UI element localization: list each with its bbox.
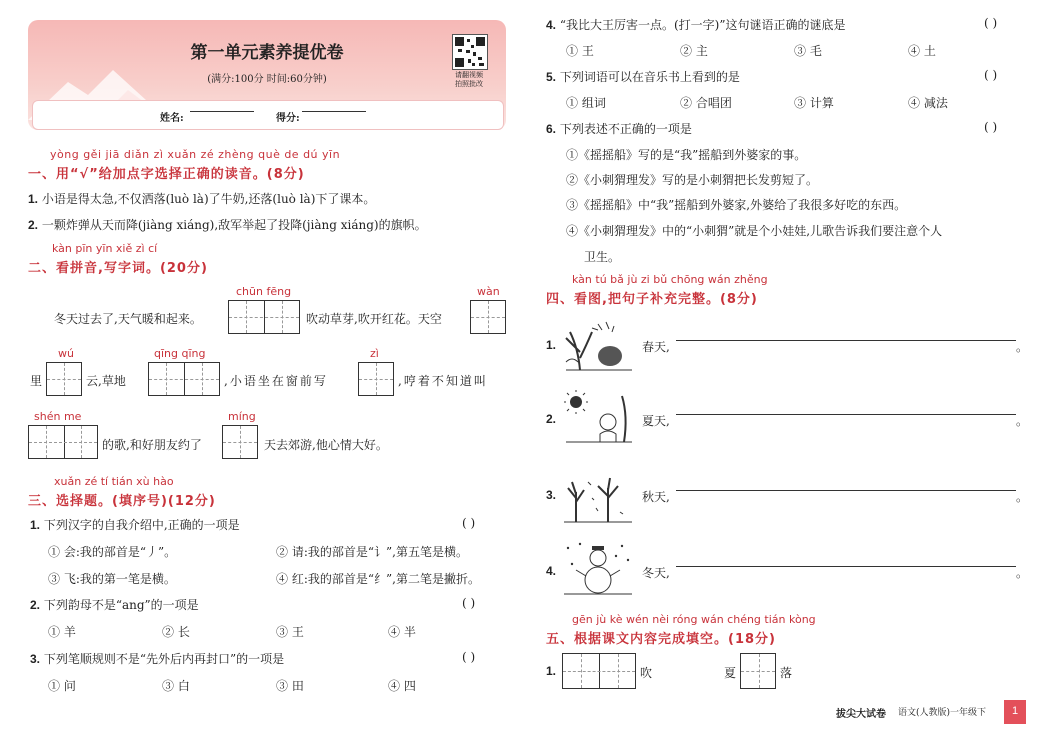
s3-question-4: 4. “我比大王厉害一点。(打一字)”这句谜语正确的谜底是 [546,18,846,32]
pinyin-shenme: shén me [34,410,82,423]
section-5-pinyin: gēn jù kè wén nèi róng wán chéng tián kòng [572,613,816,626]
s1-question-1: 1. 小语是得太急,不仅洒落(luò là)了牛奶,还落(luò là)下了课本。 [28,192,376,206]
name-field[interactable] [190,111,254,112]
s4-item-1-num: 1. [546,338,557,352]
s3q3-option-1: ① 问 [48,679,76,693]
s3q1-option-3: ③ 飞:我的第一笔是横。 [48,572,176,586]
answer-box-wan[interactable] [470,300,506,334]
section-4-pinyin: kàn tú bǎ jù zi bǔ chōng wán zhěng [572,273,768,286]
page-number: 1 [1004,700,1026,724]
s4-item-2-num: 2. [546,412,557,426]
s4-answer-line-2[interactable] [676,414,1016,415]
s4-answer-line-1[interactable] [676,340,1016,341]
s4-item-2-label: 夏天, [642,414,670,428]
section-3-pinyin: xuǎn zé tí tián xù hào [54,475,174,488]
s2-line-1b: 吹动草芽,吹开红花。天空 [306,312,442,326]
s3-question-3: 3. 下列笔顺规则不是“先外后内再封口”的一项是 [30,652,285,666]
answer-paren-s3q1[interactable]: ( ) [462,516,476,530]
answer-paren-s3q6[interactable]: ( ) [984,120,998,134]
footer-subject: 语文(人教版)一年级下 [898,708,987,718]
q6-option-2: ②《小刺猬理发》写的是小刺猬把长发剪短了。 [566,173,819,187]
score-field[interactable] [302,111,366,112]
s3q3-option-3: ③ 田 [276,679,304,693]
s5-char-chui: 吹 [640,666,653,680]
pinyin-ming: míng [228,410,256,423]
s5-char-xia: 夏 [724,666,737,680]
q4-option-2: ② 主 [680,44,708,58]
s2-line-2d: ,哼着不知道叫 [398,374,488,388]
s4-item-4-label: 冬天, [642,566,670,580]
s4-answer-line-4[interactable] [676,566,1016,567]
pinyin-wu: wú [58,347,74,360]
name-score-bar [32,100,504,130]
pinyin-wan: wàn [477,285,500,298]
pinyin-chunfeng: chūn fēng [236,285,292,298]
s5-char-luo: 落 [780,666,793,680]
s3-question-6: 6. 下列表述不正确的一项是 [546,122,692,136]
s4-item-4-num: 4. [546,564,557,578]
s3q1-option-1: ① 会:我的部首是“丿”。 [48,545,177,559]
s3-question-2: 2. 下列韵母不是“ang”的一项是 [30,598,199,612]
q5-option-3: ③ 计算 [794,96,834,110]
snowman-picture [562,540,634,598]
s3q1-option-4: ④ 红:我的部首是“纟”,第二笔是撇折。 [276,572,480,586]
autumn-trees-picture [562,468,634,526]
answer-box-qingqing[interactable] [148,362,220,396]
q6-option-4: ④《小刺猬理发》中的“小刺猬”就是个小娃娃,儿歌告诉我们要注意个人 [566,224,943,238]
section-2-title: 二、看拼音,写字词。(20分) [28,261,208,276]
q5-option-1: ① 组词 [566,96,606,110]
q6-option-4-cont: 卫生。 [584,250,621,264]
q6-option-1: ①《摇摇船》写的是“我”摇船到外婆家的事。 [566,148,807,162]
q4-option-1: ① 王 [566,44,594,58]
s2-line-2a: 里 [30,374,43,388]
section-5-title: 五、根据课文内容完成填空。(18分) [546,632,776,647]
s3q3-option-2: ③ 白 [162,679,190,693]
s3q1-option-2: ② 请:我的部首是“讠”,第五笔是横。 [276,545,468,559]
score-label: 得分: [276,113,300,124]
s4-answer-line-3[interactable] [676,490,1016,491]
name-label: 姓名: [160,113,184,124]
section-1-pinyin: yòng gěi jiā diǎn zì xuǎn zé zhèng què de dú yīn [50,148,341,161]
s5-answer-box-2[interactable] [740,653,776,689]
s2-line-1a: 冬天过去了,天气暖和起来。 [54,312,202,326]
s3q2-option-4: ④ 半 [388,625,416,639]
s4-item-3-num: 3. [546,488,557,502]
section-3-title: 三、选择题。(填序号)(12分) [28,494,216,509]
footer-brand: 拔尖大试卷 [836,709,886,720]
qr-caption: 请翻视频 拍照批改 [455,71,483,88]
q4-option-4: ④ 土 [908,44,936,58]
section-4-title: 四、看图,把句子补充完整。(8分) [546,292,758,307]
q4-option-3: ③ 毛 [794,44,822,58]
s5-question-1-num: 1. [546,664,557,678]
s3-question-1: 1. 下列汉字的自我介绍中,正确的一项是 [30,518,240,532]
spring-tree-picture [562,318,634,376]
answer-box-wu[interactable] [46,362,82,396]
s5-answer-box-1[interactable] [562,653,636,689]
s3q2-option-3: ③ 王 [276,625,304,639]
answer-box-shenme[interactable] [28,425,98,459]
s3q3-option-4: ④ 四 [388,679,416,693]
section-1-title: 一、用“√”给加点字选择正确的读音。(8分) [28,167,305,182]
s2-line-3b: 天去郊游,他心情大好。 [264,438,388,452]
s3q2-option-2: ② 长 [162,625,190,639]
s4-item-1-label: 春天, [642,340,670,354]
pinyin-qingqing: qīng qīng [154,347,206,360]
pinyin-zi: zì [370,347,379,360]
q5-option-2: ② 合唱团 [680,96,732,110]
s4-item-3-label: 秋天, [642,490,670,504]
s4-item-4-end: 。 [1016,566,1029,580]
summer-picture [562,390,634,448]
q5-option-4: ④ 减法 [908,96,948,110]
s1-question-2: 2. 一颗炸弹从天而降(jiàng xiáng),敌军举起了投降(jiàng xiáng)的旗帜。 [28,218,427,232]
s4-item-2-end: 。 [1016,414,1029,428]
answer-paren-s3q3[interactable]: ( ) [462,650,476,664]
section-2-pinyin: kàn pīn yīn xiě zì cí [52,242,158,255]
q6-option-3: ③《摇摇船》中“我”摇船到外婆家,外婆给了我很多好吃的东西。 [566,198,907,212]
s3q2-option-1: ① 羊 [48,625,76,639]
page-title: 第一单元素养提优卷 [190,43,344,63]
page-subtitle: (满分:100分 时间:60分钟) [207,74,327,85]
s4-item-3-end: 。 [1016,490,1029,504]
qr-code-icon[interactable] [452,34,488,70]
answer-paren-s3q2[interactable]: ( ) [462,596,476,610]
s2-line-3a: 的歌,和好朋友约了 [102,438,202,452]
s4-item-1-end: 。 [1016,340,1029,354]
answer-box-chunfeng[interactable] [228,300,300,334]
s3-question-5: 5. 下列词语可以在音乐书上看到的是 [546,70,740,84]
s2-line-2c: ,小语坐在窗前写 [224,374,328,388]
answer-paren-s3q5[interactable]: ( ) [984,68,998,82]
answer-paren-s3q4[interactable]: ( ) [984,16,998,30]
answer-box-zi[interactable] [358,362,394,396]
s2-line-2b: 云,草地 [86,374,126,388]
answer-box-ming[interactable] [222,425,258,459]
